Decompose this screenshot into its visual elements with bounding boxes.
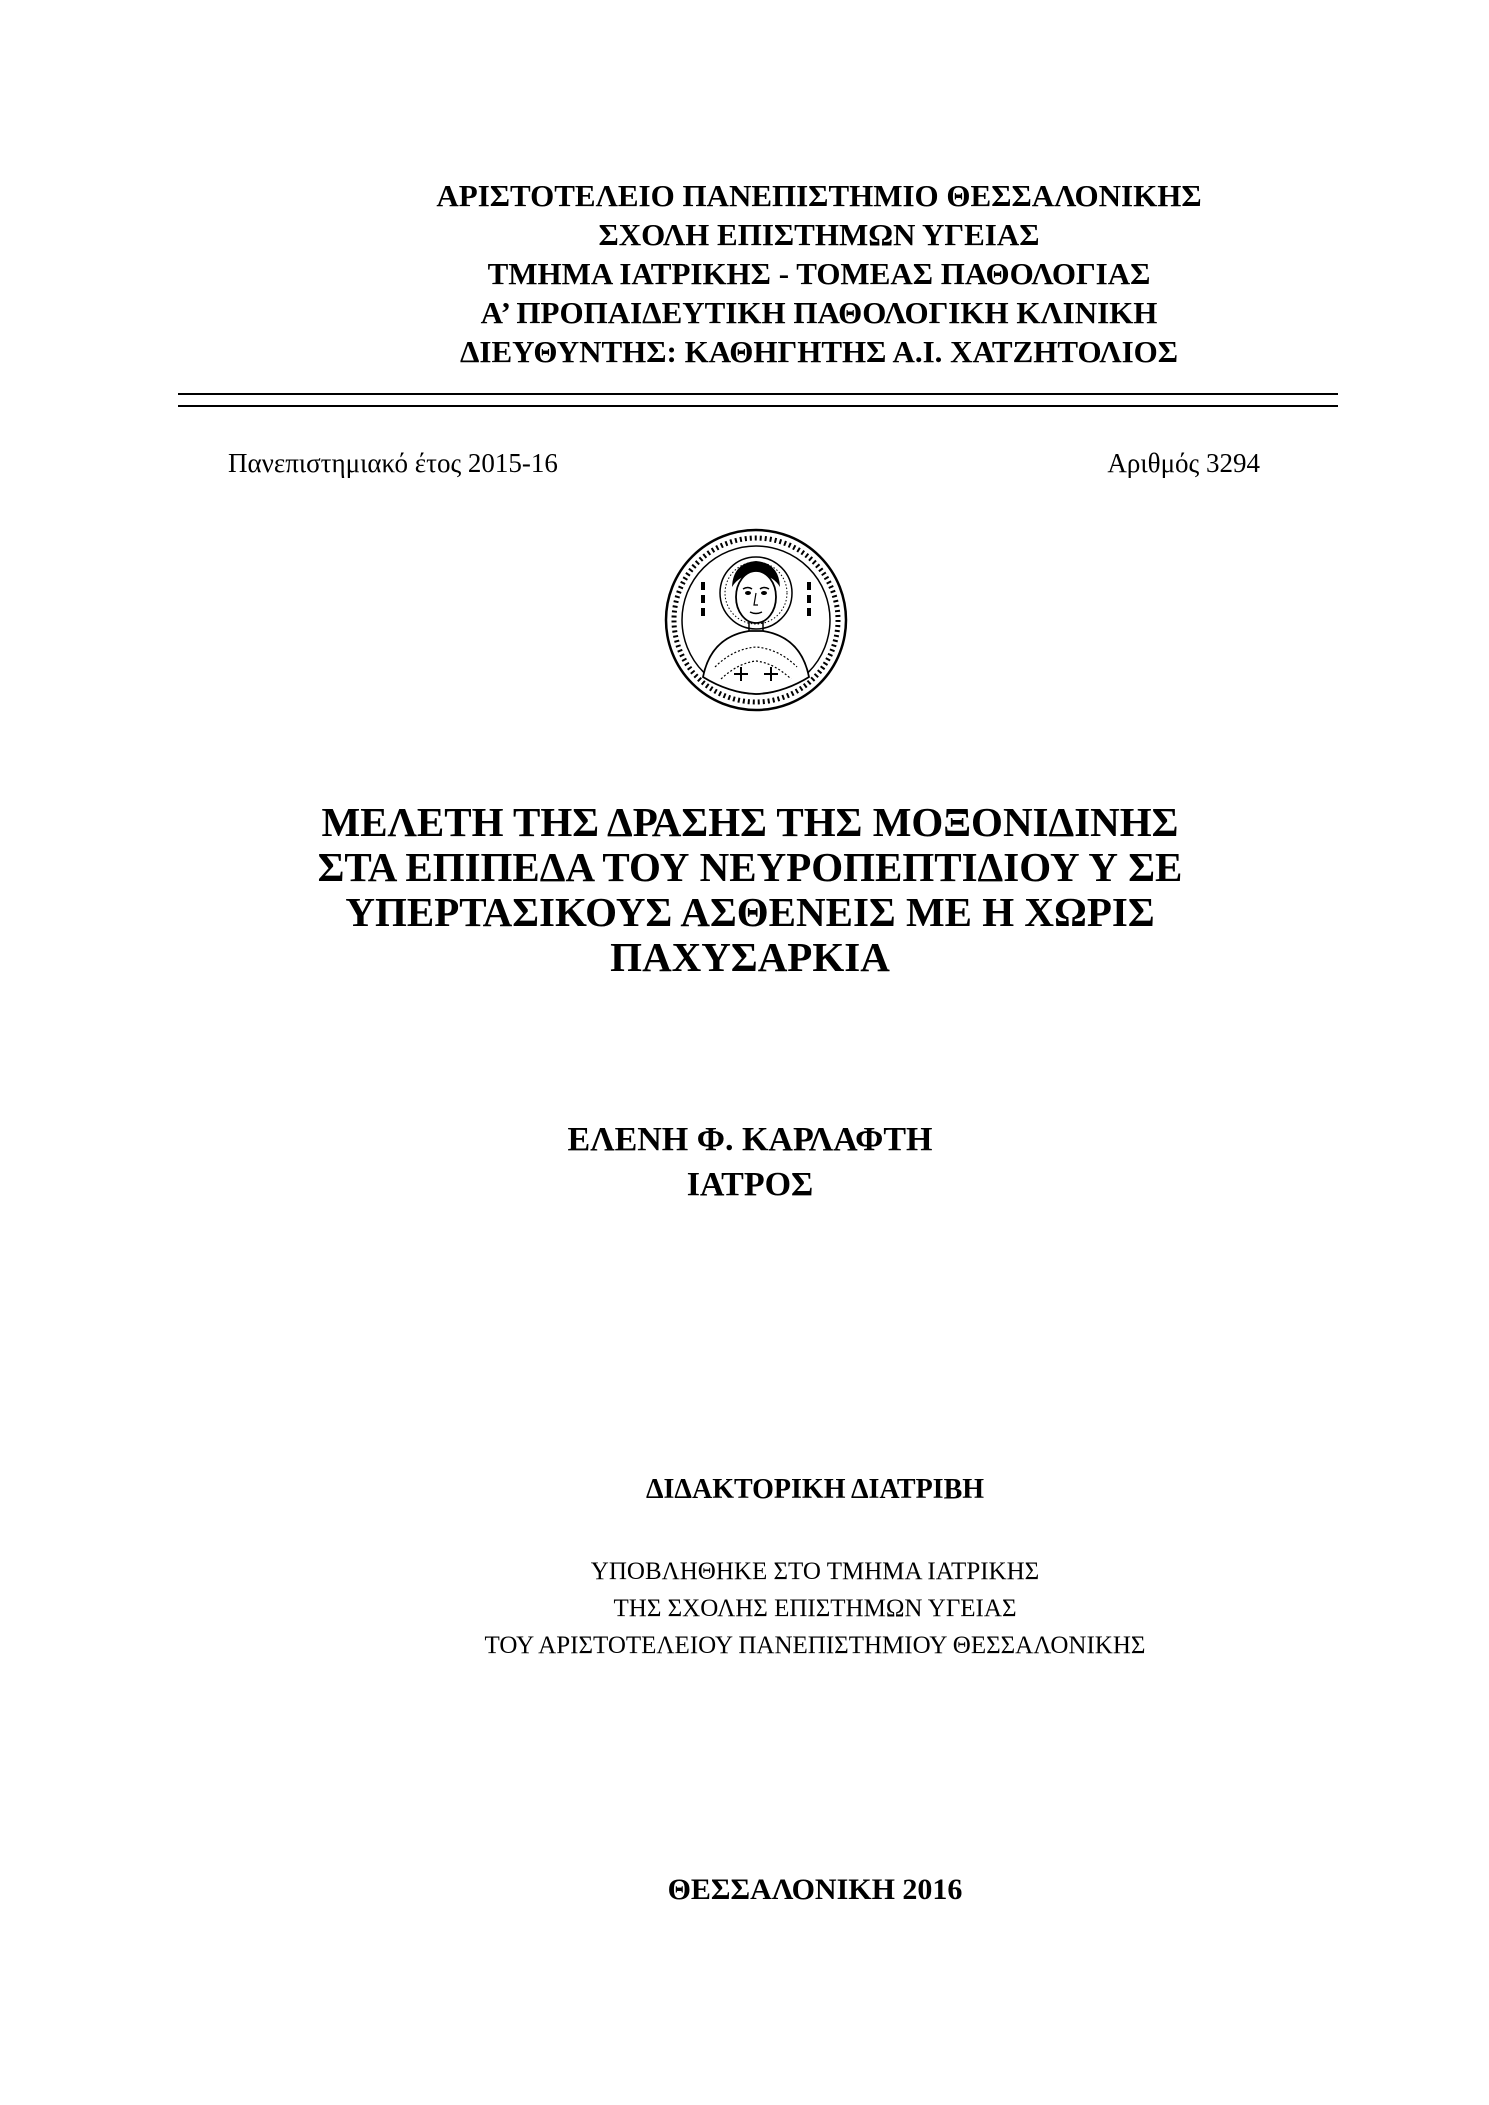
submission-line: ΤΟΥ ΑΡΙΣΤΟΤΕΛΕΙΟΥ ΠΑΝΕΠΙΣΤΗΜΙΟΥ ΘΕΣΣΑΛΟΝΙΚΗΣ: [484, 1632, 1146, 1659]
header-divider-bottom: [178, 405, 1338, 407]
submission-line: ΤΗΣ ΣΧΟΛΗΣ ΕΠΙΣΤΗΜΩΝ ΥΓΕΙΑΣ: [613, 1595, 1017, 1622]
header-line-clinic: Α’ ΠΡΟΠΑΙΔΕΥΤΙΚΗ ΠΑΘΟΛΟΓΙΚΗ ΚΛΙΝΙΚΗ: [480, 295, 1158, 330]
author-block: [0, 1117, 1489, 1207]
submission-statement: [0, 1553, 1489, 1664]
academic-year: Πανεπιστημιακό έτος 2015-16: [228, 448, 558, 478]
submission-line: ΥΠΟΒΛΗΘΗΚΕ ΣΤΟ ΤΜΗΜΑ ΙΑΤΡΙΚΗΣ: [590, 1558, 1040, 1585]
university-seal-icon: [663, 527, 849, 713]
title-line: ΥΠΕΡΤΑΣΙΚΟΥΣ ΑΣΘΕΝΕΙΣ ΜΕ Η ΧΩΡΙΣ: [345, 889, 1155, 935]
header-divider-top: [178, 393, 1338, 395]
header-line-department: ΤΜΗΜΑ ΙΑΤΡΙΚΗΣ - ΤΟΜΕΑΣ ΠΑΘΟΛΟΓΙΑΣ: [487, 256, 1151, 291]
thesis-number: Αριθμός 3294: [1107, 448, 1260, 478]
title-line: ΠΑΧΥΣΑΡΚΙΑ: [610, 934, 890, 980]
thesis-title: [0, 800, 1489, 980]
header-line-school: ΣΧΟΛΗ ΕΠΙΣΤΗΜΩΝ ΥΓΕΙΑΣ: [598, 217, 1040, 252]
place-and-year: ΘΕΣΣΑΛΟΝΙΚΗ 2016: [667, 1873, 963, 1906]
author-name: ΕΛΕΝΗ Φ. ΚΑΡΛΑΦΤΗ: [567, 1121, 933, 1158]
thesis-type: ΔΙΔΑΚΤΟΡΙΚΗ ΔΙΑΤΡΙΒΗ: [645, 1474, 985, 1505]
title-line: ΜΕΛΕΤΗ ΤΗΣ ΔΡΑΣΗΣ ΤΗΣ ΜΟΞΟΝΙΔΙΝΗΣ: [321, 799, 1179, 845]
author-profession: ΙΑΤΡΟΣ: [686, 1166, 814, 1203]
header-line-university: ΑΡΙΣΤΟΤΕΛΕΙΟ ΠΑΝΕΠΙΣΤΗΜΙΟ ΘΕΣΣΑΛΟΝΙΚΗΣ: [436, 178, 1202, 213]
title-line: ΣΤΑ ΕΠΙΠΕΔΑ ΤΟΥ ΝΕΥΡΟΠΕΠΤΙΔΙΟΥ Υ ΣΕ: [317, 844, 1183, 890]
header-line-director: ΔΙΕΥΘΥΝΤΗΣ: ΚΑΘΗΓΗΤΗΣ Α.Ι. ΧΑΤΖΗΤΟΛΙΟΣ: [459, 334, 1179, 369]
institution-header: [0, 176, 1489, 371]
